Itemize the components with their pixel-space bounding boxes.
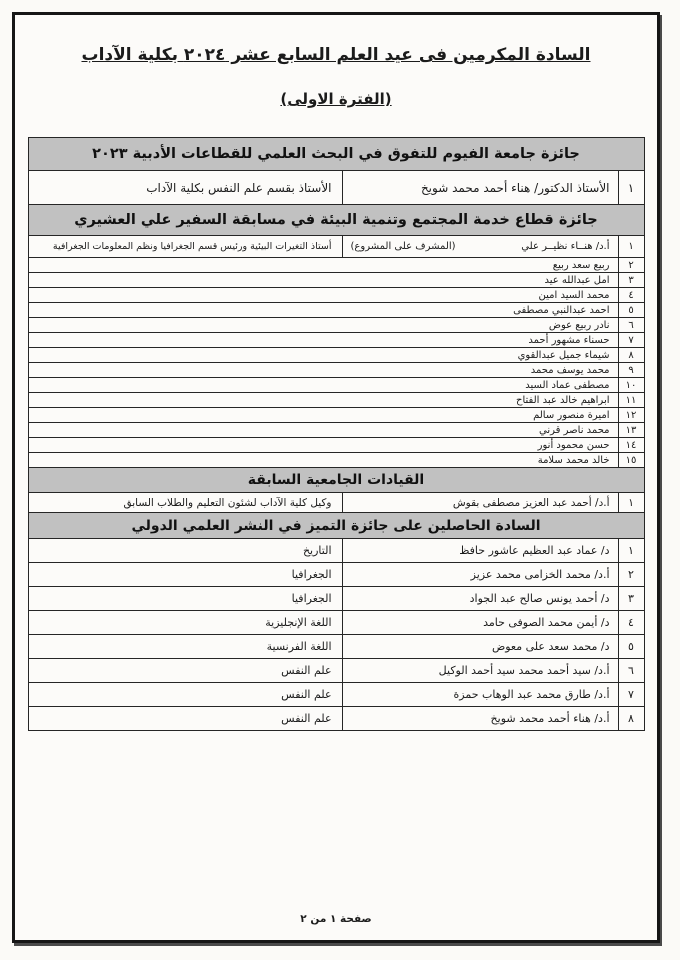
section-title: جائزة قطاع خدمة المجتمع وتنمية البيئة في مسابقة السفير علي العشيري	[28, 205, 644, 236]
row-number-cell: ١٠	[618, 378, 644, 393]
row-number-cell: ٩	[618, 363, 644, 378]
name-note-wrap	[351, 241, 610, 252]
row-number-cell: ٢	[618, 258, 644, 273]
table-row	[28, 683, 644, 707]
name-cell: محمد السيد امين	[28, 288, 618, 303]
name-cell: أ.د/ محمد الخزامى محمد عزيز	[342, 563, 618, 587]
table-row	[28, 539, 644, 563]
section-header-row	[28, 205, 644, 236]
row-number-cell: ٣	[618, 587, 644, 611]
row-number-cell: ١٥	[618, 453, 644, 468]
name-cell: أ.د/ أحمد عبد العزيز مصطفى بقوش	[342, 493, 618, 513]
dept-cell: الجغرافيا	[28, 587, 342, 611]
name-cell: أ.د/ طارق محمد عبد الوهاب حمزة	[342, 683, 618, 707]
page-subtitle: (الفترة الاولى)	[280, 90, 392, 109]
name-cell: امل عبدالله عيد	[28, 273, 618, 288]
section-title: جائزة جامعة الفيوم للتفوق في البحث العلمي للقطاعات الأدبية ٢٠٢٣	[28, 138, 644, 171]
table-row	[28, 273, 644, 288]
honorees-table-body	[28, 138, 644, 731]
dept-cell: علم النفس	[28, 683, 342, 707]
table-row	[28, 393, 644, 408]
table-row	[28, 611, 644, 635]
honorees-table	[28, 137, 645, 731]
dept-cell: الأستاذ بقسم علم النفس بكلية الآداب	[28, 171, 342, 205]
table-row	[28, 171, 644, 205]
supervisor-note: (المشرف على المشروع)	[350, 241, 456, 253]
page-title: السادة المكرمين فى عيد العلم السابع عشر ٢٠٢٤ بكلية الآداب	[81, 45, 591, 65]
name-cell: مصطفى عماد السيد	[28, 378, 618, 393]
name-cell: احمد عبدالنبي مصطفى	[28, 303, 618, 318]
row-number-cell: ١٤	[618, 438, 644, 453]
table-row	[28, 438, 644, 453]
name-cell	[342, 236, 618, 258]
table-row	[28, 318, 644, 333]
name-cell: نادر ربيع عوض	[28, 318, 618, 333]
table-row	[28, 408, 644, 423]
row-number-cell: ٦	[618, 318, 644, 333]
table-row	[28, 587, 644, 611]
table-row	[28, 348, 644, 363]
name-cell: د/ عماد عبد العظيم عاشور حافظ	[342, 539, 618, 563]
name-cell: د/ أحمد يونس صالح عبد الجواد	[342, 587, 618, 611]
name-cell: ابراهيم خالد عبد الفتاح	[28, 393, 618, 408]
name-cell: أ.د/ هناء أحمد محمد شويخ	[342, 707, 618, 731]
name-cell: أ.د/ سيد أحمد محمد سيد أحمد الوكيل	[342, 659, 618, 683]
page-footer: صفحة ١ من ٢	[300, 913, 372, 925]
table-row	[28, 236, 644, 258]
row-number-cell: ٨	[618, 707, 644, 731]
row-number-cell: ١٣	[618, 423, 644, 438]
table-row	[28, 493, 644, 513]
dept-cell: علم النفس	[28, 707, 342, 731]
dept-cell: التاريخ	[28, 539, 342, 563]
table-row	[28, 707, 644, 731]
row-number-cell: ١	[618, 236, 644, 258]
row-number-cell: ١	[618, 171, 644, 205]
row-number-cell: ٢	[618, 563, 644, 587]
row-number-cell: ٤	[618, 288, 644, 303]
name-cell: حسناء مشهور أحمد	[28, 333, 618, 348]
table-row	[28, 563, 644, 587]
row-number-cell: ٥	[618, 303, 644, 318]
page-content	[15, 15, 657, 731]
row-number-cell: ٣	[618, 273, 644, 288]
table-row	[28, 453, 644, 468]
row-number-cell: ١	[618, 539, 644, 563]
section-header-row	[28, 138, 644, 171]
section-header-row	[28, 468, 644, 493]
table-row	[28, 363, 644, 378]
row-number-cell: ١١	[618, 393, 644, 408]
name-cell: خالد محمد سلامة	[28, 453, 618, 468]
name-cell: د/ أيمن محمد الصوفى حامد	[342, 611, 618, 635]
name-cell: الأستاذ الدكتور/ هناء أحمد محمد شويخ	[342, 171, 618, 205]
table-row	[28, 423, 644, 438]
dept-cell: أستاذ التغيرات البيئية ورئيس قسم الجغرافيا ونظم المعلومات الجغرافية	[28, 236, 342, 258]
table-row	[28, 378, 644, 393]
table-row	[28, 635, 644, 659]
row-number-cell: ٨	[618, 348, 644, 363]
dept-cell: علم النفس	[28, 659, 342, 683]
name-cell: اميرة منصور سالم	[28, 408, 618, 423]
dept-cell: اللغة الفرنسية	[28, 635, 342, 659]
dept-cell: وكيل كلية الآداب لشئون التعليم والطلاب السابق	[28, 493, 342, 513]
name-cell: ربيع سعد ربيع	[28, 258, 618, 273]
row-number-cell: ١	[618, 493, 644, 513]
row-number-cell: ٤	[618, 611, 644, 635]
name-cell: د/ محمد سعد على معوض	[342, 635, 618, 659]
table-row	[28, 659, 644, 683]
name-cell: محمد يوسف محمد	[28, 363, 618, 378]
table-row	[28, 333, 644, 348]
name-cell: محمد ناصر قرني	[28, 423, 618, 438]
section-header-row	[28, 513, 644, 539]
honoree-name: أ.د/ هنــاء نظيــر علي	[521, 241, 610, 253]
table-row	[28, 258, 644, 273]
section-title: السادة الحاصلين على جائزة التميز في النشر العلمي الدولي	[28, 513, 644, 539]
row-number-cell: ٥	[618, 635, 644, 659]
name-cell: حسن محمود أنور	[28, 438, 618, 453]
dept-cell: الجغرافيا	[28, 563, 342, 587]
name-cell: شيماء جميل عبدالقوي	[28, 348, 618, 363]
row-number-cell: ٧	[618, 333, 644, 348]
row-number-cell: ٦	[618, 659, 644, 683]
page-frame	[12, 12, 660, 943]
dept-cell: اللغة الإنجليزية	[28, 611, 342, 635]
row-number-cell: ٧	[618, 683, 644, 707]
table-row	[28, 288, 644, 303]
table-row	[28, 303, 644, 318]
row-number-cell: ١٢	[618, 408, 644, 423]
section-title: القيادات الجامعية السابقة	[28, 468, 644, 493]
